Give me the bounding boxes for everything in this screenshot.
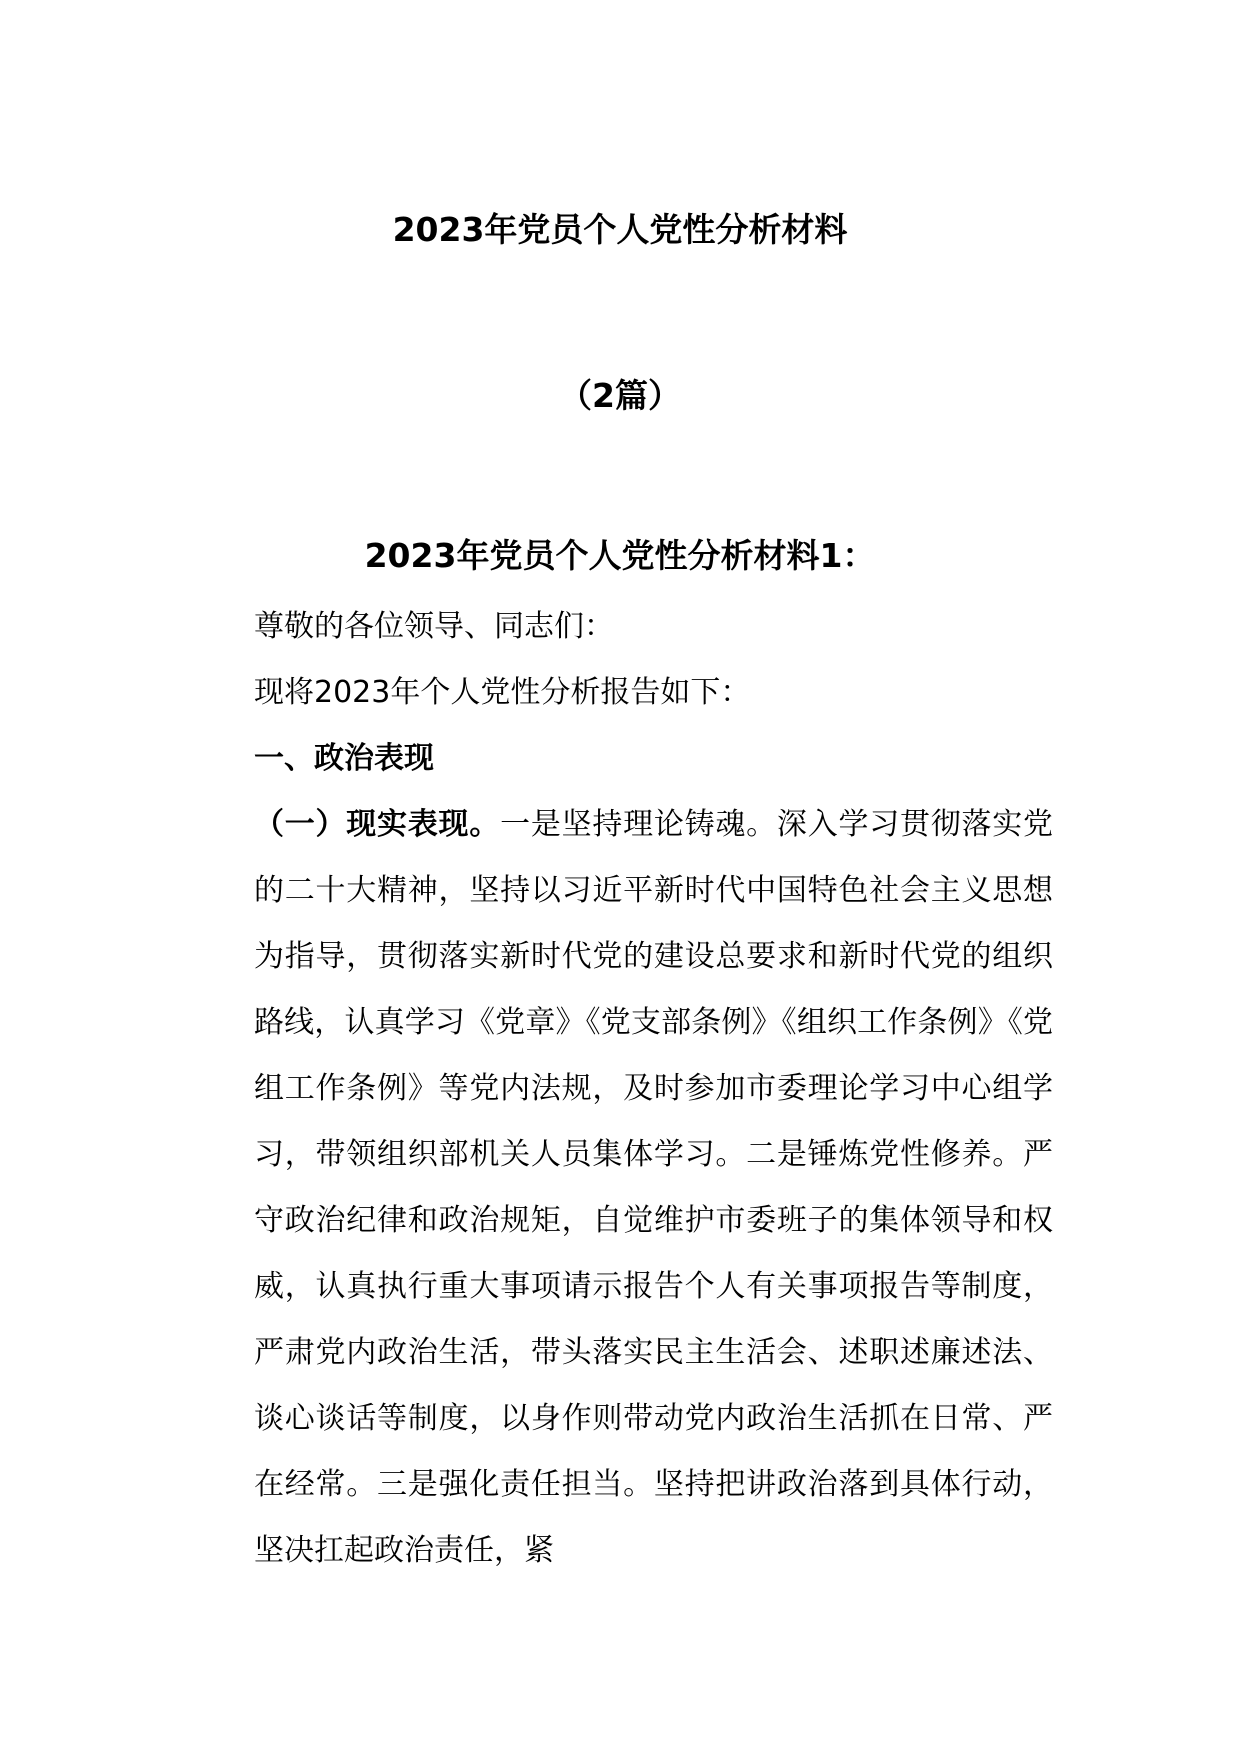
paragraph-realistic-performance xyxy=(187,792,1053,1584)
paragraph-text: 一是坚持理论铸魂。深入学习贯彻落实党的二十大精神，坚持以习近平新时代中国特色社会主义思想为指导，贯彻落实新时代党的建设总要求和新时代党的组织路线，认真学习《党章》《党支部条例》《组织工作条例》《党组工作条例》等党内法规，及时参加市委理论学习中心组学习，带领组织部机关人员集体学习。二是锤炼党性修养。严守政治纪律和政治规矩，自觉维护市委班子的集体领导和权威，认真执行重大事项请示报告个人有关事项报告等制度，严肃党内政治生活，带头落实民主生活会、述职述廉述法、谈心谈话等制度，以身作则带动党内政治生活抓在日常、严在经常。三是强化责任担当。坚持把讲政治落到具体行动，坚决扛起政治责任，紧 xyxy=(254,807,1054,1568)
heading-political-performance: 一、政治表现 xyxy=(254,741,434,776)
document-body xyxy=(187,594,1053,1584)
section-title: 2023年党员个人党性分析材料1： xyxy=(364,536,876,575)
paragraph-lead: （一）现实表现。 xyxy=(254,807,501,842)
salutation: 尊敬的各位领导、同志们： xyxy=(254,609,614,644)
document-title: 2023年党员个人党性分析材料 xyxy=(392,210,848,249)
document-subtitle: （2篇） xyxy=(559,376,681,415)
intro-text: 现将2023年个人党性分析报告如下： xyxy=(254,675,751,710)
